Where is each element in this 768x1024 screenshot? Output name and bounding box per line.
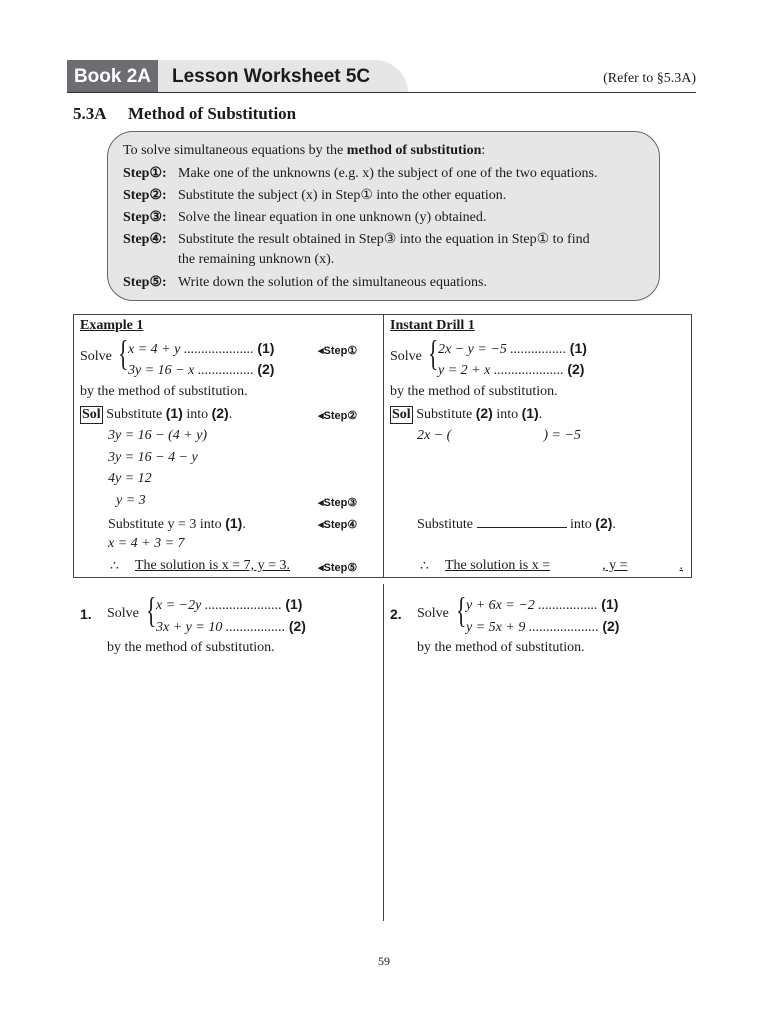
sub-text: Substitute (416, 407, 473, 422)
refer-note: (Refer to §5.3A) (603, 71, 696, 86)
into-text: into (496, 407, 519, 422)
section-number: 5.3A (73, 104, 107, 123)
equation-tag: (1) (601, 596, 619, 612)
equation-tag: (2) (602, 618, 620, 634)
step-text: Substitute the result obtained in Step③ into the equation in Step① to find (178, 232, 590, 247)
equation-tag: (2) (567, 361, 585, 377)
step-marker: ◂Step③ (318, 497, 358, 509)
work-text: x = 4 + 3 = 7 (108, 536, 185, 551)
example-title: Example 1 (80, 318, 144, 333)
step-text: Write down the solution of the simultaneous equations. (178, 275, 487, 290)
step-marker: ◂Step④ (318, 519, 358, 531)
header-rule (67, 92, 696, 93)
drill-work-line (417, 428, 581, 444)
brace: { (118, 333, 129, 373)
work-text: 2x − ( (417, 428, 452, 443)
method-text: by the method of substitution. (80, 384, 248, 399)
step-5 (123, 274, 487, 291)
step-text: the remaining unknown (x). (178, 252, 335, 267)
section-title (73, 104, 296, 124)
section-name: Method of Substitution (128, 104, 297, 123)
column-divider (383, 314, 384, 578)
therefore-symbol: ∴ (420, 559, 429, 574)
work-text: 3y = 16 − (4 + y) (108, 428, 208, 443)
method-text: by the method of substitution. (417, 640, 585, 655)
sol-line: Sol Substitute (1) into (2). (82, 405, 233, 422)
sub-text: Substitute y = 3 into (108, 517, 222, 532)
step-2 (123, 187, 506, 204)
equation-tag: (1) (257, 340, 275, 356)
step-marker: ◂Step② (318, 410, 358, 422)
work-line (108, 450, 198, 466)
method-text: by the method of substitution. (107, 640, 275, 655)
equation-tag: (1) (165, 405, 183, 421)
step-text: Make one of the unknowns (e.g. x) the subject of one of the two equations. (178, 166, 598, 181)
conclusion: The solution is x = 7, y = 3. (135, 558, 291, 573)
equation-tag: (2) (595, 515, 613, 531)
equation-2 (156, 618, 306, 636)
sol-box: Sol (392, 407, 411, 422)
drill-substitute-line: Substitute into (2). (417, 515, 616, 532)
work-line (108, 428, 207, 444)
brace: { (456, 590, 467, 630)
intro-text: To solve simultaneous equations by the (123, 143, 347, 158)
equation-tag: (2) (257, 361, 275, 377)
equation-tag: (1) (521, 405, 539, 421)
step-label: Step②: (123, 188, 167, 203)
work-line (116, 493, 146, 509)
equation-tag: (2) (288, 618, 306, 634)
equation-text: x = 4 + y .................... (128, 342, 254, 357)
therefore-symbol: ∴ (110, 559, 119, 574)
step-text: Solve the linear equation in one unknown (y) obtained. (178, 210, 487, 225)
work-text: y = 3 (116, 493, 146, 508)
equation-text: y = 5x + 9 .................... (466, 620, 599, 635)
equation-text: y = 2 + x .................... (438, 363, 564, 378)
intro-bold: method of substitution (346, 143, 482, 158)
drill-conclusion (445, 558, 683, 574)
equation-tag: (1) (225, 515, 243, 531)
equation-2 (466, 618, 619, 636)
step-label: Step④: (123, 232, 167, 247)
column-divider (383, 584, 384, 921)
page-number: 59 (378, 954, 390, 968)
solve-label: Solve (80, 349, 112, 364)
sub-text: Substitute (417, 517, 474, 532)
equation-tag: (2) (475, 405, 493, 421)
step-marker: ◂Step⑤ (318, 562, 358, 574)
step-text: Substitute the subject (x) in Step① into the other equation. (178, 188, 507, 203)
equation-text: y + 6x = −2 ................. (466, 598, 598, 613)
step-1 (123, 165, 598, 182)
equation-1 (156, 596, 302, 614)
method-text: by the method of substitution. (390, 384, 558, 399)
conclusion-text: , y = (602, 558, 628, 573)
intro-end: : (481, 143, 486, 158)
sol-line: Sol Substitute (2) into (1). (392, 405, 543, 422)
into-text: into (186, 407, 209, 422)
step-label: Step①: (123, 166, 167, 181)
work-line (108, 536, 185, 552)
equation-1 (438, 340, 587, 358)
substitute-line: Substitute y = 3 into (1). (108, 515, 246, 532)
solve-label: Solve (107, 606, 139, 621)
answer-blank[interactable] (477, 515, 567, 528)
step-4 (123, 231, 590, 248)
conclusion-text: The solution is x = (445, 558, 551, 573)
lesson-title: Lesson Worksheet 5C (158, 60, 408, 93)
equation-text: 3x + y = 10 ................. (156, 620, 286, 635)
step-3 (123, 209, 486, 226)
brace: { (428, 333, 439, 373)
book-label: Book 2A (67, 60, 158, 93)
drill-title: Instant Drill 1 (390, 318, 475, 333)
step-label: Step⑤: (123, 275, 167, 290)
equation-text: 2x − y = −5 ................ (438, 342, 567, 357)
step-4-cont (123, 252, 334, 268)
work-text: 4y = 12 (108, 471, 152, 486)
solve-label: Solve (390, 349, 422, 364)
equation-text: x = −2y ...................... (156, 598, 282, 613)
brace: { (146, 590, 157, 630)
equation-tag: (2) (211, 405, 229, 421)
solve-label: Solve (417, 606, 449, 621)
equation-2 (438, 361, 584, 379)
equation-tag: (1) (569, 340, 587, 356)
sub-text: Substitute (106, 407, 163, 422)
step-marker: ◂Step① (318, 345, 358, 357)
equation-1 (466, 596, 618, 614)
intro-line (123, 143, 485, 159)
into-text: into (570, 517, 592, 532)
work-text: ) = −5 (543, 428, 581, 443)
conclusion-text: . (679, 558, 684, 573)
sol-box: Sol (82, 407, 101, 422)
work-text: 3y = 16 − 4 − y (108, 450, 198, 465)
equation-tag: (1) (285, 596, 303, 612)
equation-1 (128, 340, 274, 358)
equation-2 (128, 361, 274, 379)
equation-text: 3y = 16 − x ................ (128, 363, 254, 378)
question-number: 2. (390, 606, 402, 622)
question-number: 1. (80, 606, 92, 622)
step-label: Step③: (123, 210, 167, 225)
answer-area-1[interactable] (80, 665, 375, 915)
answer-area-2[interactable] (390, 665, 690, 915)
work-line (108, 471, 152, 487)
